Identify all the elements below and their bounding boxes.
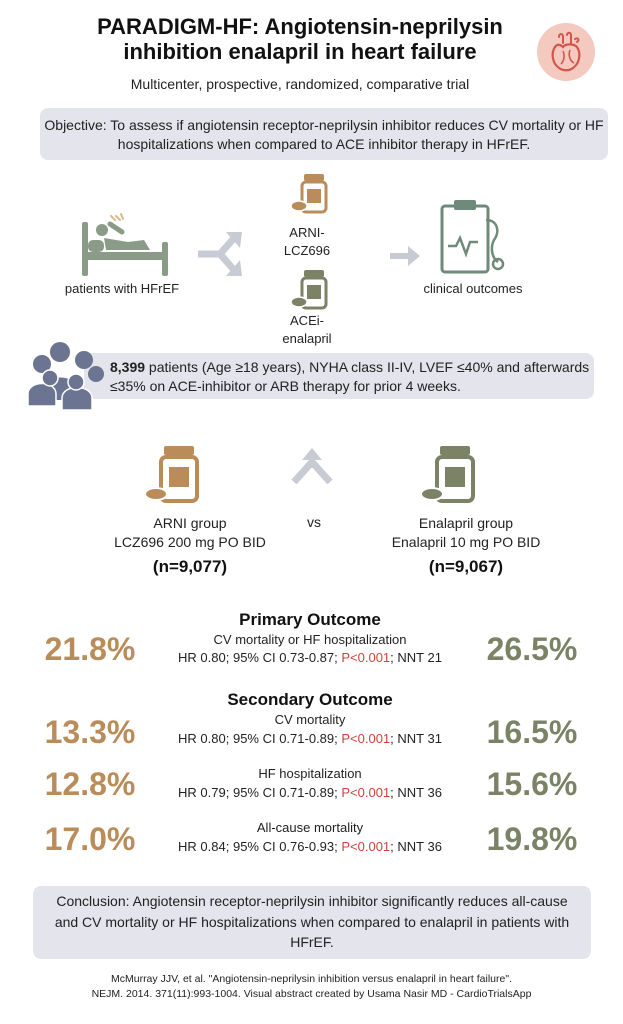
acei-label: ACEi- enalapril bbox=[282, 313, 332, 346]
patient-count: 8,399 bbox=[110, 359, 146, 375]
enalapril-group-dose: Enalapril 10 mg PO BID bbox=[391, 534, 541, 550]
arni-group-dose: LCZ696 200 mg PO BID bbox=[114, 534, 266, 550]
enalapril-group-n: (n=9,067) bbox=[428, 557, 504, 576]
citation bbox=[40, 972, 583, 1002]
all-cause-mortality-enalapril-value: 19.8% bbox=[486, 821, 578, 857]
page-subtitle: Multicenter, prospective, randomized, comparative trial bbox=[130, 76, 470, 92]
citation-line-2: NEJM. 2014. 371(11):993-1004. Visual abstract created by Usama Nasir MD - CardioTrialsApp bbox=[91, 988, 532, 1000]
primary-nnt: ; NNT 21 bbox=[390, 650, 442, 665]
vs-label: vs bbox=[307, 514, 321, 530]
enalapril-group-pill-bottle-icon bbox=[420, 444, 478, 504]
objective-text: Objective: To assess if angiotensin receptor-neprilysin inhibitor reduces CV mortality or HF hospitalizations when compared to ACE inhibitor therapy in HFrEF. bbox=[44, 117, 604, 152]
primary-outcome-name: CV mortality or HF hospitalization bbox=[213, 632, 407, 647]
people-group-icon bbox=[28, 340, 106, 412]
all-cause-mortality-stats bbox=[150, 839, 470, 854]
page-title: PARADIGM-HF: Angiotensin-neprilysin inhibition enalapril in heart failure bbox=[97, 14, 503, 64]
cv-mortality-hr-ci: HR 0.80; 95% CI 0.71-0.89; bbox=[178, 731, 342, 746]
heart-icon bbox=[537, 23, 595, 81]
cv-mortality-nnt: ; NNT 31 bbox=[390, 731, 442, 746]
hf-hospitalization-arni-value: 12.8% bbox=[44, 766, 136, 802]
all-cause-mortality-name: All-cause mortality bbox=[256, 820, 364, 835]
conclusion-text: Conclusion: Angiotensin receptor-neprilysin inhibitor significantly reduces all-cause and CV mortality or HF hospitalizations when compared to enalapril in patients with HFrEF. bbox=[54, 893, 570, 950]
citation-line-1: McMurray JJV, et al. "Angiotensin-neprilysin inhibition versus enalapril in heart failure". bbox=[110, 973, 512, 985]
secondary-outcome-heading: Secondary Outcome bbox=[227, 690, 393, 709]
arni-group-label bbox=[80, 514, 300, 552]
patient-bed-icon bbox=[80, 212, 172, 278]
primary-outcome-stats bbox=[150, 650, 470, 665]
outcomes-label: clinical outcomes bbox=[423, 281, 523, 296]
cv-mortality-name: CV mortality bbox=[274, 712, 346, 727]
arni-group-pill-bottle-icon bbox=[144, 444, 202, 504]
all-cause-mortality-hr-ci: HR 0.84; 95% CI 0.76-0.93; bbox=[178, 839, 342, 854]
enalapril-group-title: Enalapril group bbox=[418, 515, 514, 531]
split-arrow-icon bbox=[196, 228, 248, 280]
patients-label: patients with HFrEF bbox=[64, 281, 180, 296]
primary-arni-value: 21.8% bbox=[44, 631, 136, 667]
cv-mortality-arni-value: 13.3% bbox=[44, 714, 136, 750]
cv-mortality-pvalue: P<0.001 bbox=[341, 731, 391, 746]
hf-hospitalization-enalapril-value: 15.6% bbox=[486, 766, 578, 802]
population-criteria: patients (Age ≥18 years), NYHA class II-IV, LVEF ≤40% and afterwards ≤35% on ACE-inhibitor or ARB therapy for prior 4 weeks. bbox=[110, 359, 590, 394]
primary-hr-ci: HR 0.80; 95% CI 0.73-0.87; bbox=[178, 650, 342, 665]
clipboard-stethoscope-icon bbox=[438, 198, 508, 278]
arni-group-title: ARNI group bbox=[153, 515, 227, 531]
enalapril-group-label bbox=[356, 514, 576, 552]
all-cause-mortality-nnt: ; NNT 36 bbox=[390, 839, 442, 854]
hf-hospitalization-nnt: ; NNT 36 bbox=[390, 785, 442, 800]
cv-mortality-stats bbox=[150, 731, 470, 746]
hf-hospitalization-stats bbox=[150, 785, 470, 800]
hf-hospitalization-name: HF hospitalization bbox=[258, 766, 362, 781]
primary-outcome-heading: Primary Outcome bbox=[239, 610, 381, 629]
all-cause-mortality-arni-value: 17.0% bbox=[44, 821, 136, 857]
all-cause-mortality-pvalue: P<0.001 bbox=[341, 839, 391, 854]
arni-pill-bottle-icon bbox=[290, 172, 330, 214]
population-text bbox=[110, 358, 600, 396]
primary-enalapril-value: 26.5% bbox=[486, 631, 578, 667]
arni-group-n: (n=9,077) bbox=[152, 557, 228, 576]
cv-mortality-enalapril-value: 16.5% bbox=[486, 714, 578, 750]
hf-hospitalization-pvalue: P<0.001 bbox=[341, 785, 391, 800]
hf-hospitalization-hr-ci: HR 0.79; 95% CI 0.71-0.89; bbox=[178, 785, 342, 800]
primary-pvalue: P<0.001 bbox=[341, 650, 391, 665]
merge-arrow-icon bbox=[290, 446, 334, 484]
arni-label: ARNI- LCZ696 bbox=[283, 225, 331, 258]
right-arrow-icon bbox=[388, 244, 422, 268]
acei-pill-bottle-icon bbox=[290, 268, 330, 310]
